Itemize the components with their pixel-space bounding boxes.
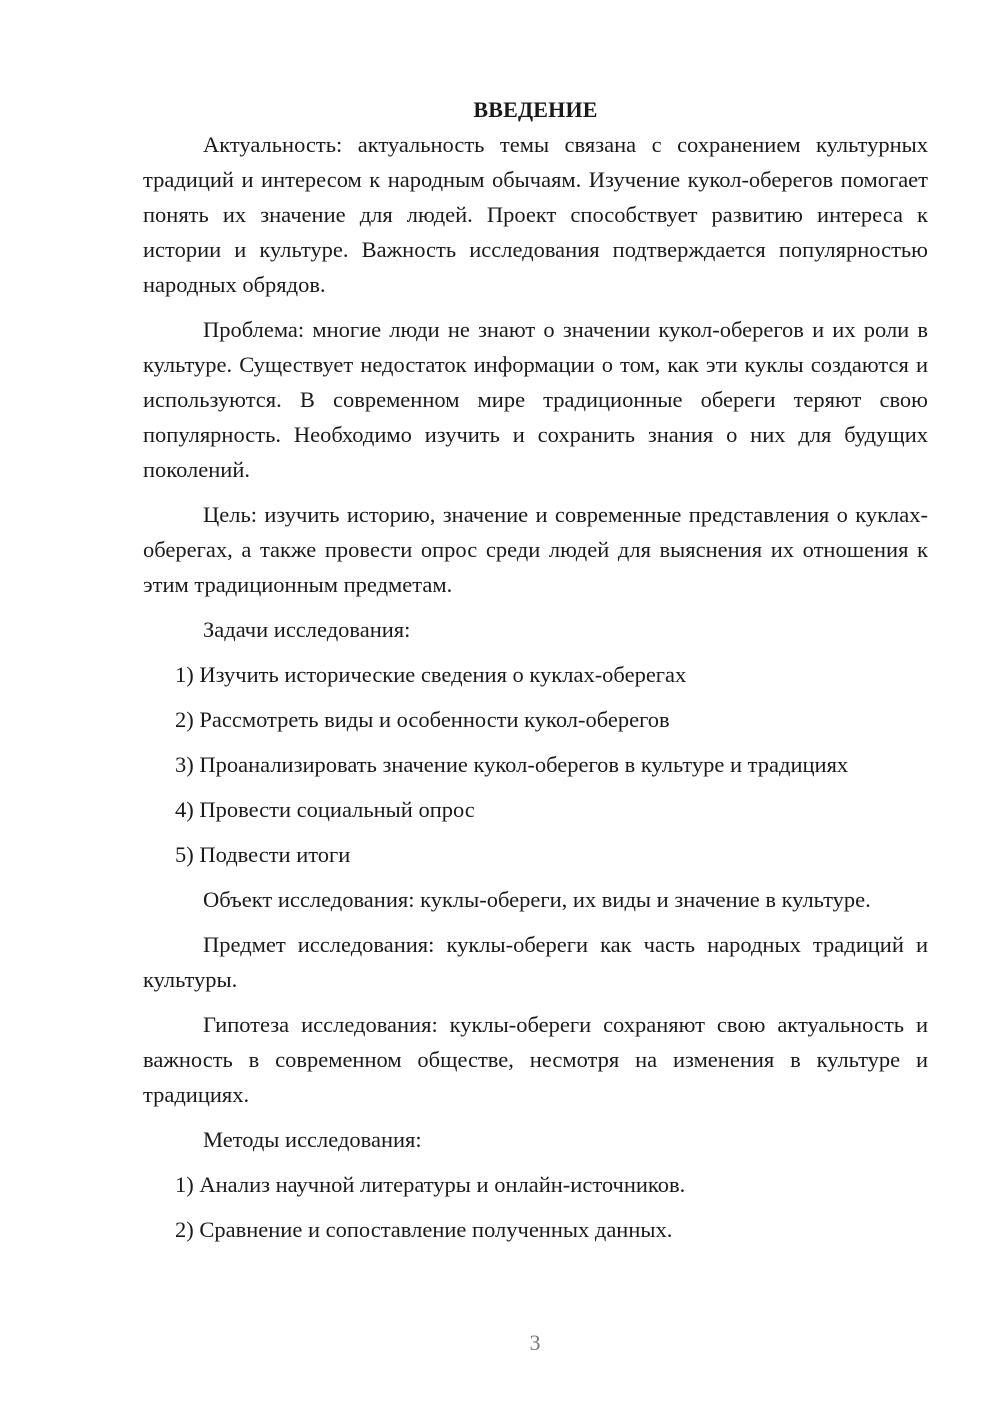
list-item: 4) Провести социальный опрос [175,797,475,822]
tasks-heading: Задачи исследования: [203,617,411,642]
paragraph-problem: Проблема: многие люди не знают о значении кукол-оберегов и их роли в культуре. Существует недостаток информации о том, как эти куклы создаются и используются. В современном мире традиционные обереги теряют свою популярность. Необходимо изучить и сохранить знания о них для будущих поколений. [143,317,928,482]
page-number: 3 [529,1330,541,1355]
list-item: 5) Подвести итоги [175,842,351,867]
list-item: 1) Анализ научной литературы и онлайн-источников. [175,1172,686,1197]
methods-list [143,1167,928,1247]
page-title: ВВЕДЕНИЕ [473,97,598,122]
list-item: 2) Рассмотреть виды и особенности кукол-оберегов [175,707,670,732]
paragraph-relevance: Актуальность: актуальность темы связана с сохранением культурных традиций и интересом к народным обычаям. Изучение кукол-оберегов помогает понять их значение для людей. Проект способствует развитию интереса к истории и культуре. Важность исследования подтверждается популярностью народных обрядов. [143,132,928,297]
methods-heading: Методы исследования: [203,1127,422,1152]
paragraph-object: Объект исследования: куклы-обереги, их виды и значение в культуре. [203,887,871,912]
list-item: 2) Сравнение и сопоставление полученных данных. [175,1217,673,1242]
paragraph-hypothesis: Гипотеза исследования: куклы-обереги сохраняют свою актуальность и важность в современном обществе, несмотря на изменения в культуре и традициях. [143,1012,928,1107]
paragraph-subject: Предмет исследования: куклы-обереги как часть народных традиций и культуры. [143,932,928,992]
list-item: 1) Изучить исторические сведения о куклах-оберегах [175,662,687,687]
tasks-list [143,657,928,872]
list-item: 3) Проанализировать значение кукол-оберегов в культуре и традициях [175,752,849,777]
document-page [143,92,928,1257]
paragraph-goal: Цель: изучить историю, значение и современные представления о куклах-оберегах, а также провести опрос среди людей для выяснения их отношения к этим традиционным предметам. [143,502,928,597]
